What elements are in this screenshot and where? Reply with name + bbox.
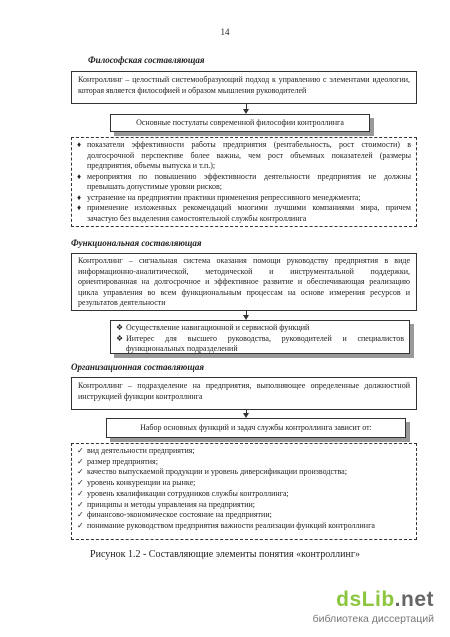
list-item: ❖ Интерес для высшего руководства, руководителей и специалистов функциональных подразделений: [116, 333, 404, 353]
postulates-title-box: [110, 114, 370, 132]
check-icon: ✓: [77, 478, 84, 488]
factors-list: [77, 446, 411, 532]
set-title-box: [106, 418, 406, 438]
check-icon: ✓: [77, 456, 84, 466]
list-item: ❖ Осуществление навигационной и сервисной функций: [116, 323, 310, 332]
organizational-definition: Контроллинг – подразделение на предприятия, выполняющее определенные должностной инструкцией функции контроллинга: [78, 381, 410, 401]
functional-definition-box: [71, 253, 417, 311]
functional-items-box: [110, 320, 410, 354]
list-item: ✓ финансово-экономическое состояние на предприятии;: [77, 510, 272, 520]
list-item: ✓ принципы и методы управления на предприятии;: [77, 499, 256, 509]
diamond-icon: ♦: [77, 140, 82, 149]
diamond-outline-icon: ❖: [116, 323, 124, 332]
list-item: ✓ размер предприятия;: [77, 456, 158, 466]
watermark-logo-main: dsLib: [336, 588, 395, 611]
check-icon: ✓: [77, 467, 84, 477]
diamond-icon: ♦: [77, 203, 82, 212]
diamond-outline-icon: ❖: [116, 333, 124, 343]
list-item: ✓ качество выпускаемой продукции и уровень диверсификации производства;: [77, 467, 347, 477]
check-icon: ✓: [77, 520, 84, 530]
list-item: ♦ устранение на предприятии практики применения репрессивного менеджмента;: [77, 192, 361, 202]
watermark-logo-tail: .net: [394, 588, 434, 611]
postulates-title: Основные постулаты современной философии контроллинга: [136, 118, 344, 127]
page-number: 14: [220, 27, 230, 37]
factors-box: [71, 443, 417, 540]
check-icon: ✓: [77, 499, 84, 509]
diamond-icon: ♦: [77, 171, 82, 181]
list-item: ✓ уровень квалификации сотрудников службы контроллинга;: [77, 488, 289, 498]
check-icon: ✓: [77, 510, 84, 520]
philosophical-definition: Контроллинг – целостный системообразующий подход к управлению с элементами идеологии, которая является философией и образом мышления руководителей: [78, 75, 410, 95]
set-title: Набор основных функций и задач службы контроллинга зависит от:: [140, 423, 372, 432]
functional-definition: Контроллинг – сигнальная система оказания помощи руководству предприятия в виде информационно-аналитической, методической и инструментальной поддержки, ориентированная на долгосрочное и эффективное развитие и обеспечивающая реализацию цикла управления во всем функциональным процессам на основе измерения ресурсов и результатов деятельности: [78, 256, 410, 307]
postulates-list: [77, 140, 411, 224]
figure-caption: Рисунок 1.2 - Составляющие элементы понятия «контроллинг»: [90, 549, 360, 560]
section-title-philosophical: Философская составляющая: [88, 55, 205, 65]
list-item: ♦ применение изложенных рекомендаций многими лучшими компаниями мира, причем зачастую без выделения самостоятельной службы контроллинга: [77, 203, 411, 223]
postulates-box: [71, 137, 417, 227]
list-item: ♦ показатели эффективности работы предприятия (рентабельность, рост стоимости) в долгосрочной перспективе более важны, чем рост объемных показателей (размеры предприятия, объемы выпуска и т.п.);: [77, 140, 411, 170]
watermark-logo[interactable]: [336, 588, 434, 612]
list-item: ✓ вид деятельности предприятия;: [77, 446, 195, 455]
philosophical-definition-box: [71, 71, 417, 104]
check-icon: ✓: [77, 446, 84, 455]
diamond-icon: ♦: [77, 192, 82, 202]
functional-items-list: [116, 323, 404, 355]
list-item: ✓ уровень конкуренции на рынке;: [77, 478, 196, 488]
organizational-definition-box: [71, 377, 417, 410]
section-title-functional: Функциональная составляющая: [71, 238, 202, 248]
list-item: ✓ понимание руководством предприятия важности реализации функций контроллинга: [77, 520, 375, 530]
list-item: ♦ мероприятия по повышению эффективности деятельности предприятия не должны превышать допустимые уровни рисков;: [77, 171, 411, 191]
watermark-text: библиотека диссертаций: [312, 613, 434, 625]
section-title-organizational: Организационная составляющая: [71, 362, 204, 372]
check-icon: ✓: [77, 488, 84, 498]
